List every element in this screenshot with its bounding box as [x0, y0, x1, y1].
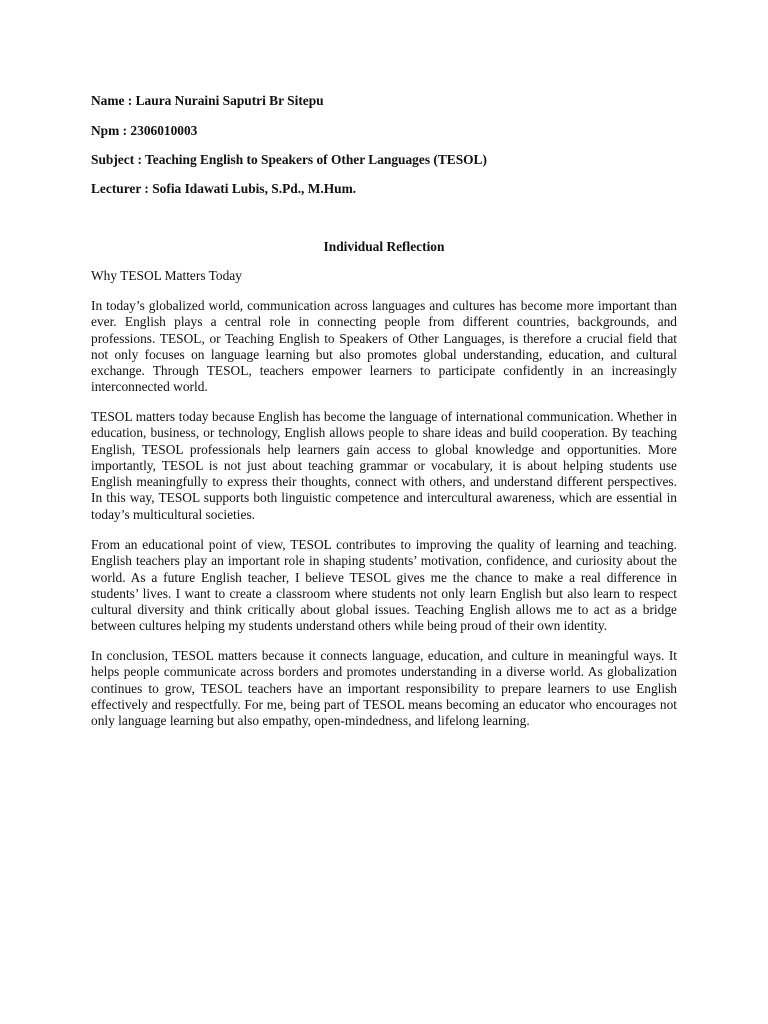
lecturer-line: Lecturer : Sofia Idawati Lubis, S.Pd., M.Hum.: [91, 181, 357, 196]
student-npm: Npm : 2306010003: [91, 123, 198, 138]
document-title: Individual Reflection: [323, 239, 445, 254]
paragraph-3: From an educational point of view, TESOL contributes to improving the quality of learning and teaching. English teachers play an important role in shaping students’ motivation, confidence, and curiosity about the world. As a future English teacher, I believe TESOL gives me the chance to make a real difference in students’ lives. I want to create a classroom where students not only learn English but also learn to respect cultural diversity and think critically about global issues. Teaching English allows me to act as a bridge between cultures helping my students understand others while being proud of their own identity.: [91, 537, 677, 634]
student-name: Name : Laura Nuraini Saputri Br Sitepu: [91, 93, 324, 108]
paragraph-2: TESOL matters today because English has become the language of international communication. Whether in education, business, or technology, English allows people to share ideas and build cooperation. By teaching English, TESOL professionals help learners gain access to global knowledge and opportunities. More importantly, TESOL is not just about teaching grammar or vocabulary, it is about helping students use English meaningfully to express their thoughts, connect with others, and understand different perspectives. In this way, TESOL supports both linguistic competence and intercultural awareness, which are essential in today’s multicultural societies.: [91, 409, 677, 522]
paragraph-1: In today’s globalized world, communication across languages and cultures has become more important than ever. English plays a central role in connecting people from different countries, backgrounds, and professions. TESOL, or Teaching English to Speakers of Other Languages, is therefore a crucial field that not only focuses on language learning but also promotes global understanding, education, and cultural exchange. Through TESOL, teachers empower learners to participate confidently in an increasingly interconnected world.: [91, 298, 677, 395]
paragraph-4: In conclusion, TESOL matters because it connects language, education, and culture in meaningful ways. It helps people communicate across borders and promotes understanding in a diverse world. As globalization continues to grow, TESOL teachers have an important responsibility to prepare learners to use English effectively and respectfully. For me, being part of TESOL means becoming an educator who encourages not only language learning but also empathy, open-mindedness, and lifelong learning.: [91, 648, 677, 729]
subject-line: Subject : Teaching English to Speakers of Other Languages (TESOL): [91, 152, 487, 167]
section-heading: Why TESOL Matters Today: [91, 268, 242, 283]
